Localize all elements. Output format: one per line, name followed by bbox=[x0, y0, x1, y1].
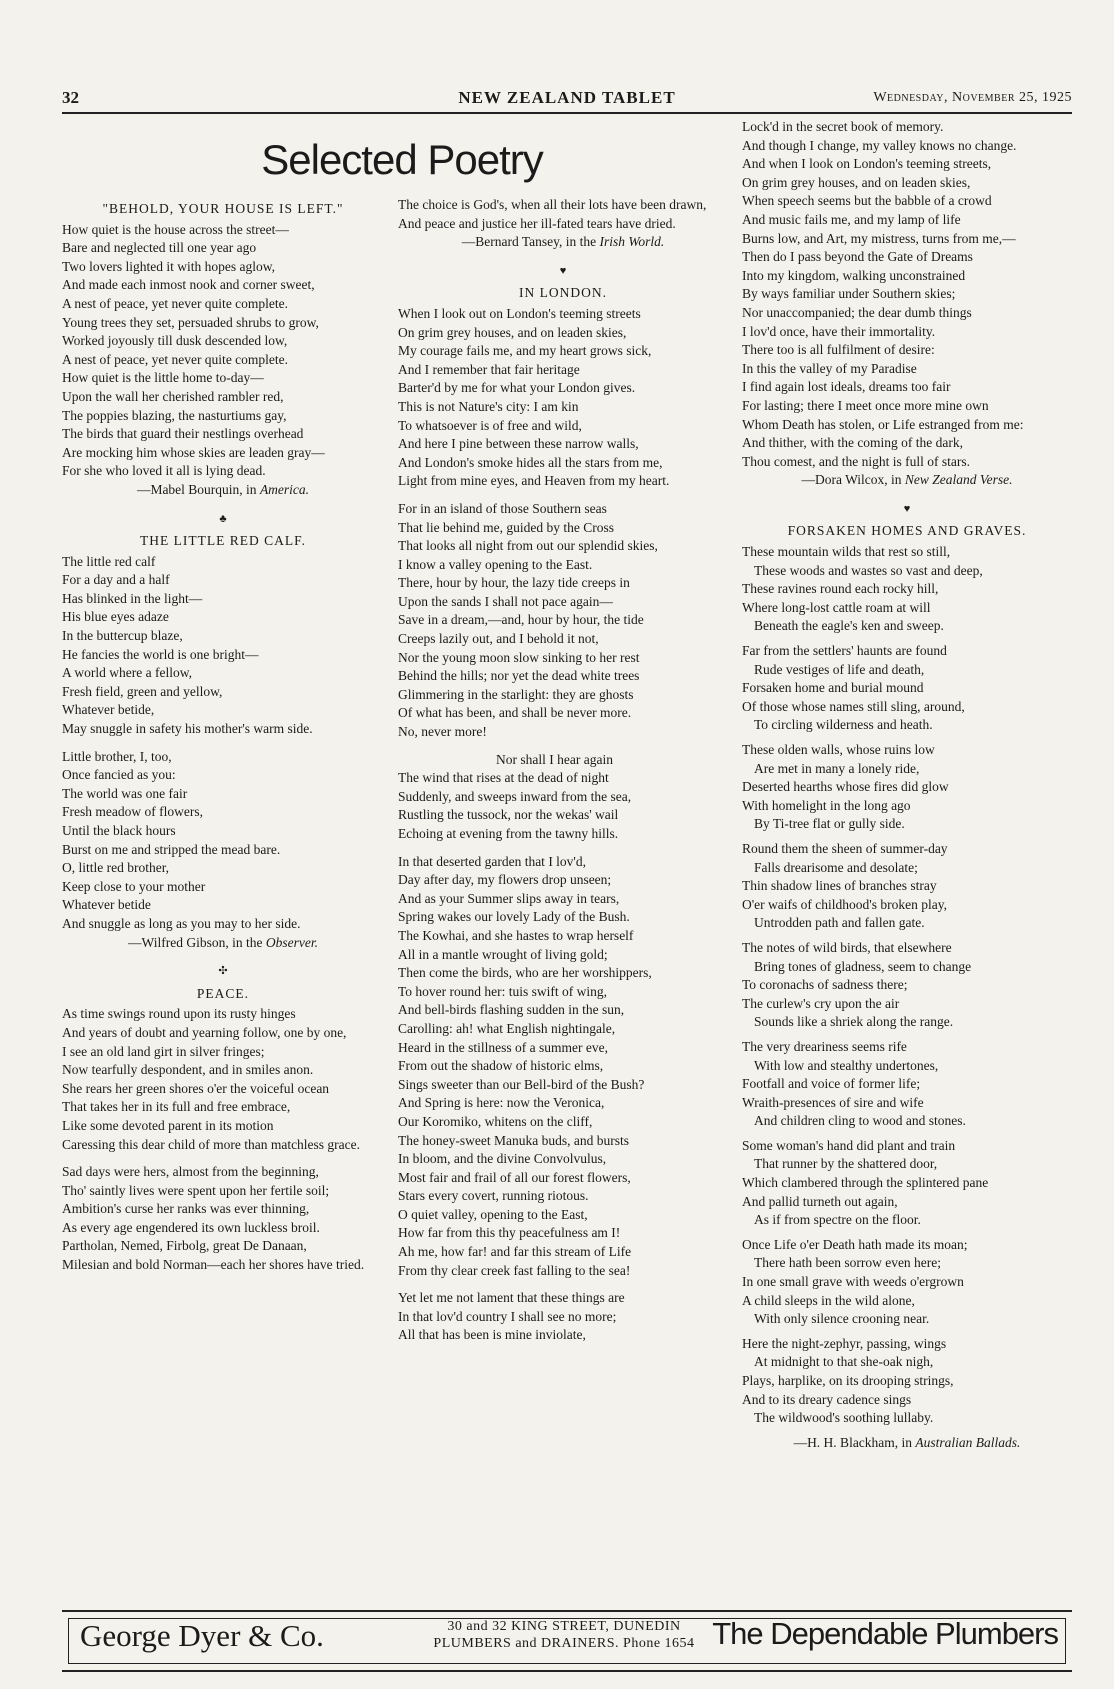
poem-line: Footfall and voice of former life; bbox=[742, 1076, 921, 1092]
poem-line: By Ti-tree flat or gully side. bbox=[754, 816, 905, 832]
poem-line: These woods and wastes so vast and deep, bbox=[754, 562, 983, 578]
poem-line: Sounds like a shriek along the range. bbox=[754, 1014, 954, 1030]
stanza bbox=[742, 840, 1072, 933]
poem-line: Day after day, my flowers drop unseen; bbox=[398, 872, 612, 888]
poem-line: Far from the settlers' haunts are found bbox=[742, 643, 947, 659]
poem-line: And music fails me, and my lamp of life bbox=[742, 211, 961, 227]
poem-line: Bring tones of gladness, seem to change bbox=[754, 958, 972, 974]
ornament-icon: ♣ bbox=[219, 512, 227, 525]
stanza-head: Nor shall I hear again bbox=[496, 751, 613, 767]
ornament-icon: ♥ bbox=[559, 264, 567, 277]
ad-address-line: 30 and 32 KING STREET, DUNEDIN bbox=[447, 1619, 681, 1634]
poem-behold bbox=[62, 200, 384, 500]
poem-calf bbox=[62, 532, 384, 952]
stanza bbox=[742, 543, 1072, 636]
poem-line: Stars every covert, running riotous. bbox=[398, 1188, 589, 1204]
poem-line: Now tearfully despondent, and in smiles anon. bbox=[62, 1062, 314, 1078]
advertisement-footer bbox=[62, 1610, 1072, 1672]
poem-line: On grim grey houses, and on leaden skies, bbox=[742, 174, 971, 190]
poem-line: At midnight to that she-oak nigh, bbox=[754, 1354, 934, 1370]
poem-line: That lie behind me, guided by the Cross bbox=[398, 519, 614, 535]
poem-line: In the buttercup blaze, bbox=[62, 628, 183, 644]
poem-line: The honey-sweet Manuka buds, and bursts bbox=[398, 1132, 629, 1148]
poem-line: Then come the birds, who are her worshippers, bbox=[398, 965, 652, 981]
poem-line: Partholan, Nemed, Firbolg, great De Danaan, bbox=[62, 1238, 307, 1254]
poem-line: Fresh field, green and yellow, bbox=[62, 683, 223, 699]
author: —Mabel Bourquin, in bbox=[136, 481, 257, 497]
poem-title: IN LONDON. bbox=[519, 285, 607, 301]
poem-line: Worked joyously till dusk descended low, bbox=[62, 333, 288, 349]
poem-line: These olden walls, whose ruins low bbox=[742, 742, 935, 757]
poem-line: And thither, with the coming of the dark, bbox=[742, 435, 964, 451]
poem-line: He fancies the world is one bright— bbox=[62, 646, 259, 662]
poem-line: From out the shadow of historic elms, bbox=[398, 1058, 604, 1074]
poem-line: Into my kingdom, walking unconstrained bbox=[742, 267, 966, 283]
stanza bbox=[398, 1289, 728, 1345]
poem-line: Are mocking him whose skies are leaden gray— bbox=[62, 444, 325, 460]
poem-line: And London's smoke hides all the stars from me, bbox=[398, 454, 663, 470]
poem-line: The little red calf bbox=[62, 553, 156, 569]
stanza bbox=[742, 741, 1072, 834]
poem-line: Of what has been, and shall be never more. bbox=[398, 705, 632, 721]
poem-line: For she who loved it all is lying dead. bbox=[62, 463, 266, 479]
poem-title: THE LITTLE RED CALF. bbox=[140, 533, 306, 549]
poem-line: Upon the sands I shall not pace again— bbox=[398, 593, 613, 609]
poem-line: Wraith-presences of sire and wife bbox=[742, 1094, 924, 1110]
poem-line: Yet let me not lament that these things are bbox=[398, 1290, 625, 1306]
source: Australian Ballads. bbox=[915, 1434, 1021, 1450]
poem-line: Thou comest, and the night is full of stars. bbox=[742, 453, 970, 469]
poem-line: How quiet is the little home to-day— bbox=[62, 370, 264, 386]
poem-line: To coronachs of sadness there; bbox=[742, 977, 908, 993]
poem-line: On grim grey houses, and on leaden skies, bbox=[398, 324, 627, 340]
poem-line: All that has been is mine inviolate, bbox=[398, 1327, 586, 1343]
poem-line: To circling wilderness and heath. bbox=[754, 717, 933, 733]
poem-line: Creeps lazily out, and I behold it not, bbox=[398, 631, 599, 647]
poem-line: With homelight in the long ago bbox=[742, 797, 911, 813]
poem-line: Barter'd by me for what your London gives. bbox=[398, 380, 636, 396]
issue-date: Wednesday, November 25, 1925 bbox=[873, 90, 1072, 105]
poem-line: The world was one fair bbox=[62, 785, 188, 801]
poem-line: Nor the young moon slow sinking to her rest bbox=[398, 649, 640, 665]
poem-line: Young trees they set, persuaded shrubs to grow, bbox=[62, 314, 319, 330]
stanza bbox=[742, 642, 1072, 735]
poem-line: Burns low, and Art, my mistress, turns from me,— bbox=[742, 230, 1016, 246]
poem-line: Of those whose names still sling, around, bbox=[742, 698, 965, 714]
poem-line: Which clambered through the splintered pane bbox=[742, 1175, 989, 1191]
ad-slogan: The Dependable Plumbers bbox=[712, 1616, 1058, 1651]
poem-line: And to its dreary cadence sings bbox=[742, 1391, 912, 1407]
poem-line: And snuggle as long as you may to her side. bbox=[62, 915, 301, 931]
poem-line: All in a mantle wrought of living gold; bbox=[398, 946, 608, 962]
poem-line: This is not Nature's city: I am kin bbox=[398, 398, 579, 414]
poem-line: Sad days were hers, almost from the beginning, bbox=[62, 1164, 319, 1180]
poem-line: With only silence crooning near. bbox=[754, 1311, 930, 1327]
poem-attribution bbox=[742, 1434, 1072, 1453]
poem-line: In this the valley of my Paradise bbox=[742, 360, 917, 376]
poem-line: I find again lost ideals, dreams too fair bbox=[742, 379, 951, 395]
poem-line: To hover round her: tuis swift of wing, bbox=[398, 983, 608, 999]
poem-line: Are met in many a lonely ride, bbox=[754, 760, 920, 776]
poem-line: Upon the wall her cherished rambler red, bbox=[62, 388, 284, 404]
ad-address-line: PLUMBERS and DRAINERS. Phone 1654 bbox=[433, 1636, 695, 1651]
poem-line: The wind that rises at the dead of night bbox=[398, 770, 609, 786]
poem-line: Ambition's curse her ranks was ever thinning, bbox=[62, 1201, 310, 1217]
poem-line: Milesian and bold Norman—each her shores have tried. bbox=[62, 1257, 365, 1273]
poem-line: Bare and neglected till one year ago bbox=[62, 240, 257, 256]
poem-line: The Kowhai, and she hastes to wrap herself bbox=[398, 927, 634, 943]
poem-line: In that deserted garden that I lov'd, bbox=[398, 853, 586, 869]
poem-line: There too is all fulfilment of desire: bbox=[742, 342, 935, 358]
poem-line: How quiet is the house across the street— bbox=[62, 221, 289, 237]
stanza bbox=[398, 196, 728, 233]
poem-line: Some woman's hand did plant and train bbox=[742, 1137, 956, 1153]
poem-attribution bbox=[398, 233, 728, 252]
poem-line: When speech seems but the babble of a crowd bbox=[742, 193, 992, 209]
poem-line: How far from this thy peacefulness am I! bbox=[398, 1225, 621, 1241]
ornament-icon: ♥ bbox=[903, 502, 911, 515]
poem-line: Rustling the tussock, nor the wekas' wail bbox=[398, 807, 619, 823]
poem-line: Lock'd in the secret book of memory. bbox=[742, 119, 944, 134]
poem-line: Most fair and frail of all our forest flowers, bbox=[398, 1169, 631, 1185]
poem-line: There, hour by hour, the lazy tide creeps in bbox=[398, 575, 630, 591]
poem-line: The birds that guard their nestlings overhead bbox=[62, 426, 304, 442]
poem-line: As time swings round upon its rusty hinges bbox=[62, 1006, 296, 1022]
poem-line: Tho' saintly lives were spent upon her fertile soil; bbox=[62, 1182, 330, 1198]
poem-line: O'er waifs of childhood's broken play, bbox=[742, 896, 947, 912]
poem-line: Where long-lost cattle roam at will bbox=[742, 599, 931, 615]
poem-line: That runner by the shattered door, bbox=[754, 1156, 938, 1172]
poem-line: As if from spectre on the floor. bbox=[754, 1212, 921, 1228]
poem-line: To whatsoever is of free and wild, bbox=[398, 417, 582, 433]
poem-line: And as your Summer slips away in tears, bbox=[398, 890, 620, 906]
poem-line: She rears her green shores o'er the voiceful ocean bbox=[62, 1080, 330, 1096]
poem-line: The poppies blazing, the nasturtiums gay, bbox=[62, 407, 287, 423]
stanza bbox=[62, 748, 384, 934]
poem-title: FORSAKEN HOMES AND GRAVES. bbox=[787, 523, 1027, 539]
poem-line: And pallid turneth out again, bbox=[742, 1193, 898, 1209]
page-header bbox=[62, 86, 1072, 114]
poem-line: O quiet valley, opening to the East, bbox=[398, 1206, 588, 1222]
poem-lines bbox=[62, 221, 384, 481]
ornament-icon: ✣ bbox=[218, 965, 228, 978]
stanza bbox=[398, 500, 728, 742]
poem-line: Then do I pass beyond the Gate of Dreams bbox=[742, 249, 973, 265]
poem-line: Beneath the eagle's ken and sweep. bbox=[754, 618, 944, 634]
page-number: 32 bbox=[62, 88, 79, 107]
poem-line: Rude vestiges of life and death, bbox=[754, 661, 925, 677]
poem-line: Whom Death has stolen, or Life estranged from me: bbox=[742, 416, 1024, 432]
stanza bbox=[398, 305, 728, 491]
poem-line: And bell-birds flashing sudden in the sun, bbox=[398, 1002, 625, 1018]
poem-line: In that lov'd country I shall see no more; bbox=[398, 1308, 617, 1324]
poem-line: Like some devoted parent in its motion bbox=[62, 1117, 274, 1133]
poem-line: The notes of wild birds, that elsewhere bbox=[742, 939, 952, 955]
poem-line: Light from mine eyes, and Heaven from my heart. bbox=[398, 473, 670, 489]
poem-line: A nest of peace, yet never quite complete. bbox=[62, 351, 289, 367]
poem-attribution bbox=[742, 471, 1072, 490]
poem-line: Echoing at evening from the tawny hills. bbox=[398, 826, 619, 841]
author: —Dora Wilcox, in bbox=[801, 472, 902, 488]
poem-line: In bloom, and the divine Convolvulus, bbox=[398, 1151, 607, 1167]
stanza bbox=[742, 1137, 1072, 1230]
poem-line: Glimmering in the starlight: they are ghosts bbox=[398, 686, 634, 702]
source: Irish World. bbox=[599, 234, 665, 250]
poem-line: Deserted hearths whose fires did glow bbox=[742, 779, 949, 795]
poem-line: Our Koromiko, whitens on the cliff, bbox=[398, 1113, 593, 1129]
poem-line: May snuggle in safety his mother's warm side. bbox=[62, 721, 313, 737]
stanza bbox=[742, 1038, 1072, 1131]
poem-peace bbox=[62, 985, 384, 1275]
poem-line: A world where a fellow, bbox=[62, 665, 192, 681]
poem-line: There hath been sorrow even here; bbox=[754, 1255, 942, 1271]
stanza bbox=[62, 1163, 384, 1275]
poem-line: And children cling to wood and stones. bbox=[754, 1113, 966, 1129]
poem-line: As every age engendered its own luckless broil. bbox=[62, 1219, 320, 1235]
stanza bbox=[62, 553, 384, 739]
poem-line: That looks all night from out our splendid skies, bbox=[398, 538, 658, 554]
poem-line: Burst on me and stripped the mead bare. bbox=[62, 841, 281, 857]
poem-line: Untrodden path and fallen gate. bbox=[754, 915, 925, 931]
stanza bbox=[742, 118, 1072, 471]
author: —Wilfred Gibson, in the bbox=[128, 934, 263, 950]
poem-line: Little brother, I, too, bbox=[62, 748, 172, 764]
poem-line: By ways familiar under Southern skies; bbox=[742, 286, 956, 302]
poem-line: Thin shadow lines of branches stray bbox=[742, 878, 937, 894]
poem-line: Here the night-zephyr, passing, wings bbox=[742, 1335, 947, 1351]
poem-line: For in an island of those Southern seas bbox=[398, 500, 607, 516]
poem-line: Keep close to your mother bbox=[62, 878, 206, 894]
stanza bbox=[742, 939, 1072, 1032]
poem-line: And though I change, my valley knows no change. bbox=[742, 137, 1017, 153]
poem-line: These mountain wilds that rest so still, bbox=[742, 544, 951, 560]
poem-line: From thy clear creek fast falling to the sea! bbox=[398, 1262, 631, 1278]
poem-line: Falls drearisome and desolate; bbox=[754, 859, 918, 875]
poem-line: Ah me, how far! and far this stream of Life bbox=[398, 1244, 632, 1260]
paper-name: NEW ZEALAND TABLET bbox=[458, 88, 676, 107]
stanza bbox=[62, 1005, 384, 1154]
poem-line: Heard in the stillness of a summer eve, bbox=[398, 1039, 608, 1055]
author: —Bernard Tansey, in the bbox=[461, 234, 597, 250]
poem-line: Spring wakes our lovely Lady of the Bush. bbox=[398, 909, 630, 925]
source: America. bbox=[259, 481, 310, 497]
poem-line: His blue eyes adaze bbox=[62, 609, 169, 625]
source: New Zealand Verse. bbox=[904, 472, 1013, 488]
poem-line: Has blinked in the light— bbox=[62, 590, 203, 606]
poem-line: The wildwood's soothing lullaby. bbox=[754, 1410, 934, 1426]
poem-line: And when I look on London's teeming streets, bbox=[742, 156, 992, 172]
stanza bbox=[742, 1335, 1072, 1428]
page-title: Selected Poetry bbox=[261, 136, 543, 183]
poem-line: A child sleeps in the wild alone, bbox=[742, 1292, 915, 1308]
poem-line: For a day and a half bbox=[62, 572, 170, 588]
column-1 bbox=[62, 196, 384, 1285]
poem-line: When I look out on London's teeming streets bbox=[398, 305, 641, 321]
ad-company: George Dyer & Co. bbox=[80, 1618, 324, 1653]
source: Observer. bbox=[265, 934, 318, 950]
poem-line: Whatever betide bbox=[62, 897, 151, 913]
poem-line: Caressing this dear child of more than matchless grace. bbox=[62, 1136, 361, 1152]
poem-line: And years of doubt and yearning follow, one by one, bbox=[62, 1024, 347, 1040]
poem-line: Behind the hills; nor yet the dead white trees bbox=[398, 668, 640, 684]
poem-attribution bbox=[62, 481, 384, 500]
poem-line: Save in a dream,—and, hour by hour, the tide bbox=[398, 612, 644, 628]
poem-line: Nor unaccompanied; the dear dumb things bbox=[742, 304, 972, 320]
poem-line: I lov'd once, have their immortality. bbox=[742, 323, 936, 339]
poem-line: The curlew's cry upon the air bbox=[742, 995, 900, 1011]
poem-line: I see an old land girt in silver fringes; bbox=[62, 1043, 265, 1059]
poem-line: The choice is God's, when all their lots have been drawn, bbox=[398, 197, 707, 212]
poem-line: Carolling: ah! what English nightingale, bbox=[398, 1020, 616, 1036]
poem-line: My courage fails me, and my heart grows sick, bbox=[398, 343, 652, 359]
poem-line: Whatever betide, bbox=[62, 702, 155, 718]
poem-line: Sings sweeter than our Bell-bird of the Bush? bbox=[398, 1076, 645, 1092]
poem-line: A nest of peace, yet never quite complete. bbox=[62, 295, 289, 311]
poem-line: These ravines round each rocky hill, bbox=[742, 581, 939, 597]
poem-london bbox=[398, 284, 728, 1345]
poem-line: Fresh meadow of flowers, bbox=[62, 804, 203, 820]
poem-line: O, little red brother, bbox=[62, 860, 170, 876]
column-3 bbox=[742, 118, 1072, 1462]
column-2 bbox=[398, 196, 728, 1355]
poem-line: The very dreariness seems rife bbox=[742, 1038, 907, 1054]
poem-line: For lasting; there I meet once more mine own bbox=[742, 397, 989, 413]
stanza bbox=[398, 853, 728, 1281]
poem-line: That takes her in its full and free embrace, bbox=[62, 1099, 291, 1115]
poem-line: And I remember that fair heritage bbox=[398, 361, 580, 377]
poem-line: With low and stealthy undertones, bbox=[754, 1057, 939, 1073]
poem-line: And here I pine between these narrow walls, bbox=[398, 436, 639, 452]
poem-line: I know a valley opening to the East. bbox=[398, 556, 593, 572]
poem-line: Suddenly, and sweeps inward from the sea, bbox=[398, 788, 632, 804]
poem-line: And Spring is here: now the Veronica, bbox=[398, 1095, 605, 1111]
poem-london-cont bbox=[742, 118, 1072, 490]
author: —H. H. Blackham, in bbox=[793, 1434, 913, 1450]
poem-line: In one small grave with weeds o'ergrown bbox=[742, 1274, 964, 1290]
ad-address bbox=[414, 1618, 714, 1652]
poem-attribution bbox=[62, 934, 384, 953]
poem-line: Plays, harplike, on its drooping strings, bbox=[742, 1373, 954, 1388]
poem-stanzas bbox=[742, 543, 1072, 1434]
stanza bbox=[742, 1236, 1072, 1329]
stanza bbox=[398, 769, 728, 843]
poem-line: Once Life o'er Death hath made its moan; bbox=[742, 1236, 968, 1252]
poem-line: Forsaken home and burial mound bbox=[742, 680, 924, 696]
poem-title: "BEHOLD, YOUR HOUSE IS LEFT." bbox=[102, 201, 344, 216]
poem-title: PEACE. bbox=[196, 985, 250, 1001]
poem-line: Until the black hours bbox=[62, 823, 176, 838]
poem-peace-cont bbox=[398, 196, 728, 252]
poem-line: Two lovers lighted it with hopes aglow, bbox=[62, 258, 276, 274]
poem-line: No, never more! bbox=[398, 724, 487, 740]
poem-line: And peace and justice her ill-fated tears have dried. bbox=[398, 215, 676, 231]
poem-line: Round them the sheen of summer-day bbox=[742, 840, 948, 856]
poem-forsaken bbox=[742, 522, 1072, 1452]
poem-line: Once fancied as you: bbox=[62, 767, 176, 783]
poem-line: And made each inmost nook and corner sweet, bbox=[62, 277, 315, 293]
